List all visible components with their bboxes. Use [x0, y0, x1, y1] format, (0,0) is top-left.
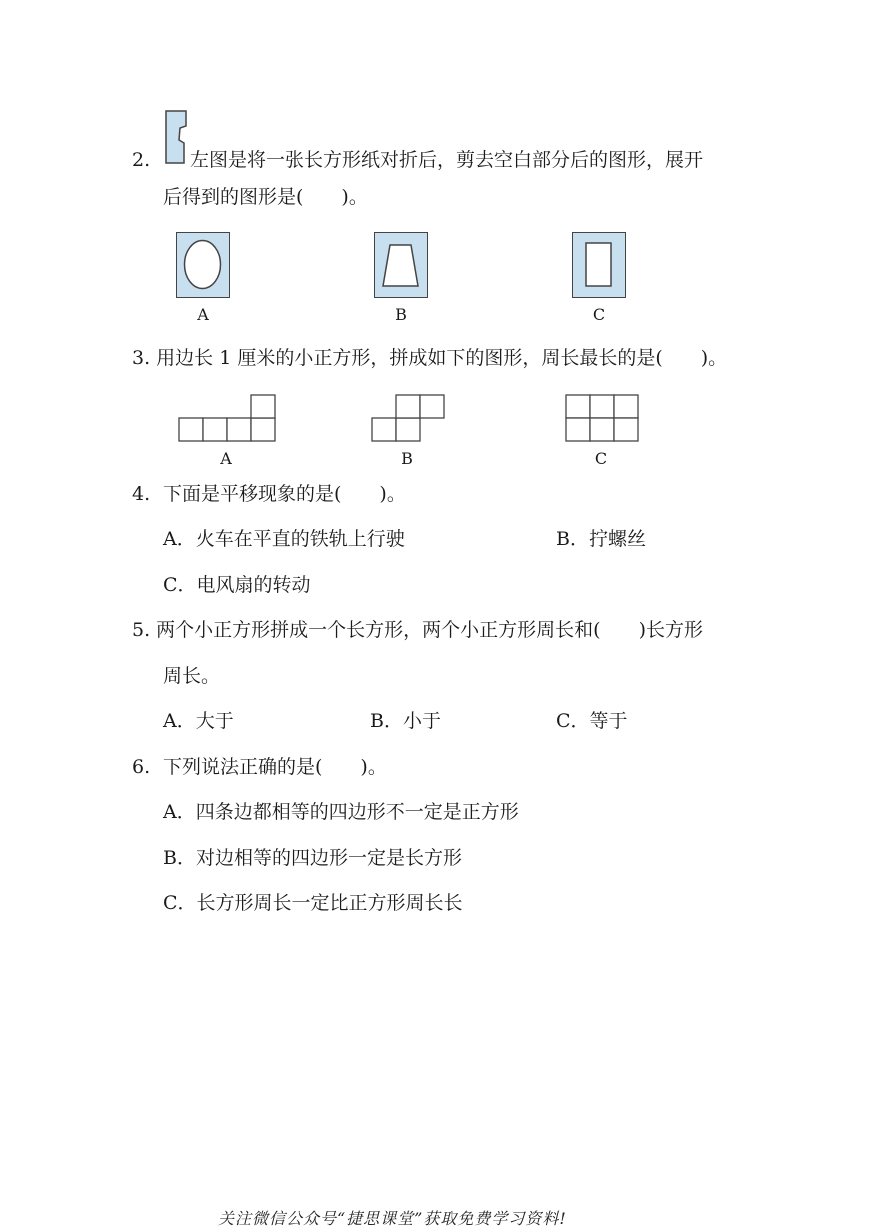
rectangle-shape — [573, 233, 624, 296]
q3-text: 3. 用边长 1 厘米的小正方形，拼成如下的图形，周长最长的是( )。 — [132, 347, 728, 369]
q5-option-a[interactable]: A．大于 — [163, 710, 234, 732]
q2-option-c-label: C — [592, 305, 606, 324]
q4-text: 下面是平移现象的是( )。 — [163, 483, 406, 505]
q5-option-c[interactable]: C．等于 — [556, 710, 628, 732]
q2-number: 2. — [132, 149, 151, 171]
q2-option-b-figure[interactable] — [374, 232, 428, 298]
q3-option-a-label: A — [220, 449, 232, 468]
q4-option-a[interactable]: A．火车在平直的铁轨上行驶 — [163, 528, 405, 550]
q6-text: 下列说法正确的是( )。 — [163, 756, 387, 778]
q6-option-a[interactable]: A．四条边都相等的四边形不一定是正方形 — [163, 801, 519, 823]
q4-number: 4. — [132, 483, 151, 505]
q2-text-line2: 后得到的图形是( )。 — [163, 186, 368, 208]
q6-number: 6. — [132, 756, 151, 778]
q6-option-c[interactable]: C．长方形周长一定比正方形周长长 — [163, 892, 463, 914]
q5-option-b[interactable]: B．小于 — [370, 710, 441, 732]
q3-option-b-figure[interactable] — [371, 393, 445, 443]
q6-option-b[interactable]: B．对边相等的四边形一定是长方形 — [163, 847, 462, 869]
q3-option-c-figure[interactable] — [565, 393, 639, 443]
ellipse-shape — [177, 233, 228, 296]
q5-text: 5. 两个小正方形拼成一个长方形，两个小正方形周长和( )长方形 — [132, 619, 703, 641]
trapezoid-shape — [375, 233, 426, 296]
q2-option-a-figure[interactable] — [176, 232, 230, 298]
q2-option-b-label: B — [395, 305, 407, 324]
q2-option-c-figure[interactable] — [572, 232, 626, 298]
q5-text-line2: 周长。 — [163, 665, 221, 687]
folded-paper-figure — [165, 110, 187, 164]
q4-option-c[interactable]: C．电风扇的转动 — [163, 574, 311, 596]
q3-option-a-figure[interactable] — [178, 393, 276, 443]
q3-option-b-label: B — [401, 449, 413, 468]
q2-option-a-label: A — [197, 305, 209, 324]
q3-option-c-label: C — [594, 449, 608, 468]
q2-text: 左图是将一张长方形纸对折后，剪去空白部分后的图形，展开 — [190, 149, 704, 171]
footer-note: 关注微信公众号“捷思课堂”获取免费学习资料! — [218, 1209, 567, 1228]
q4-option-b[interactable]: B．拧螺丝 — [556, 528, 646, 550]
